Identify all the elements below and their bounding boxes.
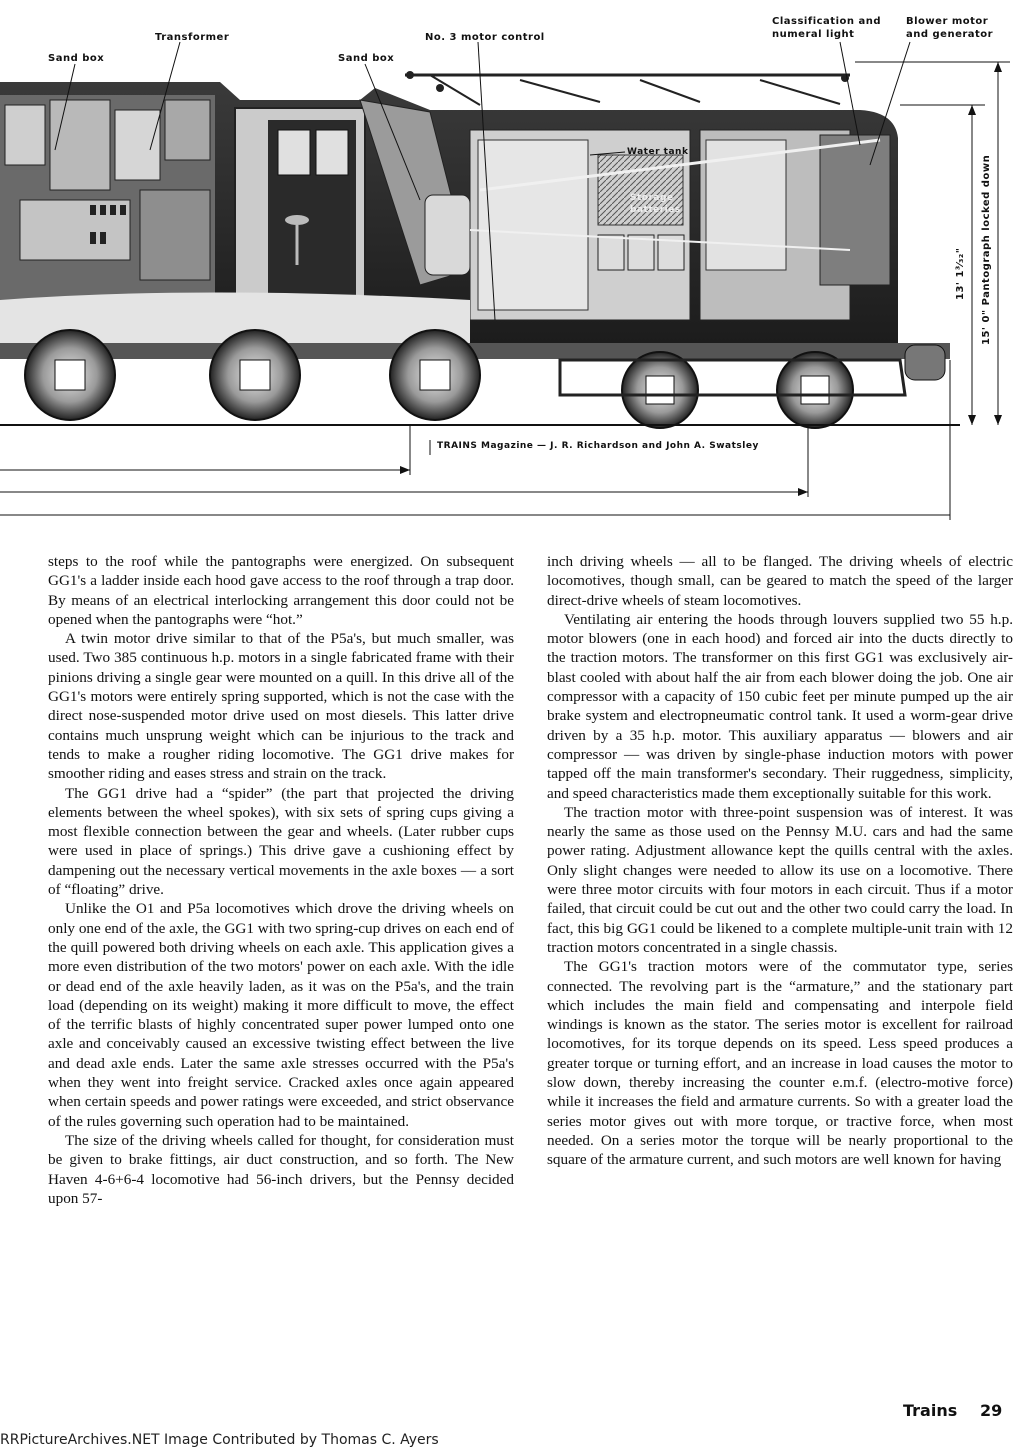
label-classification-light-line1: Classification and: [772, 16, 882, 27]
paragraph: Unlike the O1 and P5a locomotives which drove the driving wheels on only one end of the axle, the GG1 with two spring-cup drives on each end of the quill powered both driving wheels on each axle. This application gives a more even distribution of the two motors' power on each axle. With the idle or dead end of the axle heavily laden, as it was on the P5a's, and the train load (depending on its weight) making it more difficult to move, the effect of the terrific blasts of highly concentrated super power lumped onto one axle and conceivably caused an excessive twisting effect between the live and dead axle ends. Later the same axle stresses occurred with the P5a's when they went into freight service. Cracked axles once again appeared when certain speeds and power ratings were exceeded, and strict observance of the rules governing such operation had to be maintained.: [48, 900, 514, 1130]
paragraph: The size of the driving wheels called for thought, for consideration must be given to brake fittings, air duct construction, and so forth. The New Haven 4-6+6-4 locomotive had 56-inch drivers, but the Pennsy decided upon 57-: [48, 1131, 514, 1207]
paragraph: Ventilating air entering the hoods through louvers supplied two 55 h.p. motor blowers (one in each hood) and forced air into the ducts directly to the traction motors. The transformer on this first GG1 was exclusively air-blast cooled with about half the air from each blower doing the job. One air compressor with a capacity of 150 cubic feet per minute pumped up the air brake system and electropneumatic control tank. It used a worm-gear drive driven by a 35 h.p. motor. This auxiliary apparatus — blowers and air compressor — was driven by single-phase induction motors with power tapped off the main transformer's secondary. Their ruggedness, simplicity, and speed characteristics made them exceptionally suitable for this work.: [547, 610, 1013, 802]
column-left: [48, 552, 514, 1208]
paragraph: inch driving wheels — all to be flanged. The driving wheels of electric locomotives, though small, can be geared to match the speed of the larger direct-drive wheels of steam locomotives.: [547, 553, 1013, 609]
magazine-name: Trains: [903, 1401, 958, 1420]
paragraph: The GG1's traction motors were of the commutator type, series connected. The revolving part is the “armature,” and the stationary part which includes the main field and compensating and interpole field windings is known as the stator. The series motor is excellent for railroad locomotives, for its torque depends on its speed. Less speed produces a greater torque or turning effort, and an increase in load causes the motor to slow down, thereby increasing the counter e.m.f. (electro-motive force) while it increases the field and armature currents. So with a greater load the series motor gives out with more torque, or tractive force, when most needed. On a series motor the torque will be nearly proportional to the square of the armature current, and such motors are well known for having: [547, 958, 1013, 1169]
paragraph: The GG1 drive had a “spider” (the part that projected the driving elements between the wheel spokes), with six sets of spring cups giving a most flexible connection between the gear and wheels. (Later rubber cups were used in place of springs.) This drive gave a cushioning effect by dampening out the necessary vertical movements in the axle boxes — a sort of “floating” drive.: [48, 784, 514, 899]
column-right: [547, 552, 1013, 1170]
diagram-credit: TRAINS Magazine — J. R. Richardson and John A. Swatsley: [437, 441, 759, 451]
label-blower-line1: Blower motor: [906, 16, 989, 27]
label-storage-batteries-line2: batteries: [630, 205, 681, 215]
locomotive-drawing: [0, 0, 1024, 540]
label-water-tank: Water tank: [627, 147, 689, 157]
paragraph: steps to the roof while the pantographs were energized. On subsequent GG1's a ladder inside each hood gave access to the roof through a trap door. By means of an electrical interlocking arrangement this door could not be opened when the pantographs were “hot.”: [48, 553, 514, 628]
label-storage-batteries-line1: Storage: [630, 193, 674, 203]
label-blower-line2: and generator: [906, 29, 994, 40]
paragraph: The traction motor with three-point suspension was of interest. It was nearly the same as those used on the Pennsy M.U. cars and had the same power rating. Adjustment allowance kept the quills central with the axles. Only slight changes were needed to allow its use on a locomotive. There were three motor circuits with four motors in each circuit. Thus if a motor failed, that circuit could be cut out and the other two could carry the load. In fact, this big GG1 could be likened to a complete multiple-unit train with 12 traction motors concentrated in a single chassis.: [547, 803, 1013, 956]
label-sand-box-left: Sand box: [48, 53, 105, 64]
label-motor-control: No. 3 motor control: [425, 32, 545, 43]
locomotive-cutaway-diagram: [0, 0, 1024, 540]
label-dimension-pantograph: 15' 0" Pantograph locked down: [981, 154, 992, 345]
page-number: 29: [980, 1401, 1003, 1420]
label-sand-box-right: Sand box: [338, 53, 395, 64]
source-watermark: RRPictureArchives.NET Image Contributed by Thomas C. Ayers: [0, 1432, 439, 1448]
label-transformer: Transformer: [155, 32, 230, 43]
label-dimension-height: 13' 1³⁄₃₂": [955, 247, 966, 300]
label-classification-light-line2: numeral light: [772, 29, 855, 40]
paragraph: A twin motor drive similar to that of the P5a's, but much smaller, was used. Two 385 continuous h.p. motors in a single fabricated frame with their pinions driving a single gear were mounted on a quill. In this drive all of the GG1's motors were entirely spring supported, which is not the case with the direct nose-suspended motor drive used on most diesels. This latter drive contains much unsprung weight which can be injurious to the track and tends to make a rougher riding locomotive. The GG1 drive makes for smoother riding and eases stress and strain on the track.: [48, 630, 514, 783]
